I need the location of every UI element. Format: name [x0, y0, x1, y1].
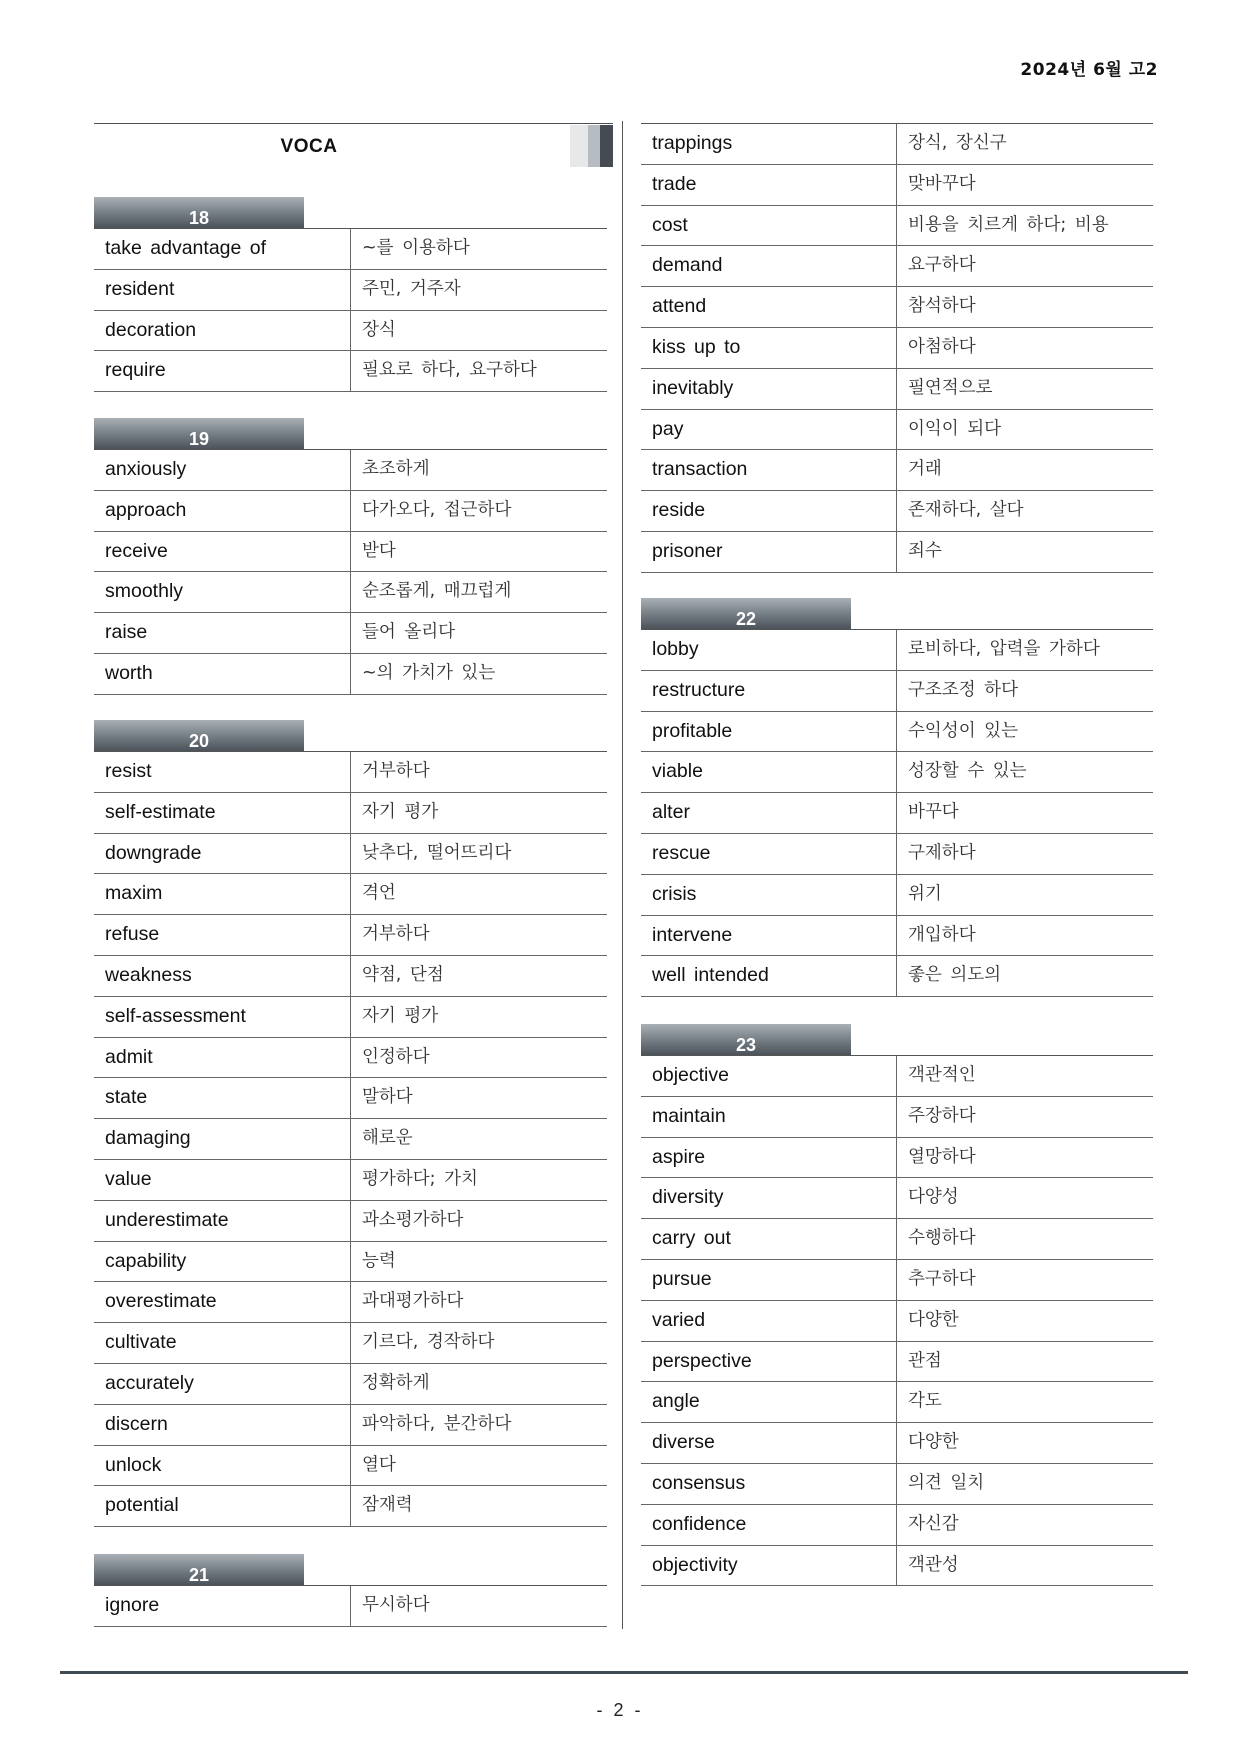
english-word: require: [94, 351, 351, 391]
korean-meaning: 추구하다: [908, 1268, 976, 1289]
korean-meaning: 비용을 치르게 하다; 비용: [908, 214, 1109, 235]
english-word: capability: [94, 1242, 351, 1282]
column-divider: [622, 121, 623, 1629]
english-word: smoothly: [94, 572, 351, 612]
vocab-table: [641, 1055, 1153, 1586]
english-word: cultivate: [94, 1323, 351, 1363]
table-row: [641, 1464, 1153, 1505]
table-row: [641, 165, 1153, 206]
korean-meaning: 필연적으로: [908, 377, 993, 398]
title-decoration-dark: [600, 125, 613, 167]
korean-meaning: 열다: [362, 1454, 396, 1475]
korean-meaning: 순조롭게, 매끄럽게: [362, 581, 512, 602]
table-row: [641, 1138, 1153, 1179]
table-row: [641, 328, 1153, 369]
table-row: [641, 287, 1153, 328]
korean-meaning: 수익성이 있는: [908, 720, 1018, 741]
english-word: maintain: [641, 1097, 897, 1137]
table-row: [94, 1323, 607, 1364]
table-row: [94, 572, 607, 613]
korean-meaning: 다양한: [908, 1309, 959, 1330]
korean-meaning: 거부하다: [362, 924, 430, 945]
english-word: underestimate: [94, 1201, 351, 1241]
english-word: diversity: [641, 1178, 897, 1218]
table-row: [94, 834, 607, 875]
table-row: [641, 491, 1153, 532]
table-row: [641, 1382, 1153, 1423]
english-word: anxiously: [94, 450, 351, 490]
table-row: [94, 1038, 607, 1079]
korean-meaning: 위기: [908, 883, 942, 904]
table-row: [641, 450, 1153, 491]
table-row: [94, 793, 607, 834]
english-word: profitable: [641, 712, 897, 752]
english-word: discern: [94, 1405, 351, 1445]
english-word: cost: [641, 206, 897, 246]
english-word: rescue: [641, 834, 897, 874]
korean-meaning: 수행하다: [908, 1228, 976, 1249]
question-number-badge: 22: [641, 598, 851, 629]
table-row: [641, 532, 1153, 573]
korean-meaning: 각도: [908, 1391, 942, 1412]
table-row: [641, 206, 1153, 247]
korean-meaning: 개입하다: [908, 924, 976, 945]
korean-meaning: 들어 올리다: [362, 622, 456, 643]
korean-meaning: 다양한: [908, 1432, 959, 1453]
korean-meaning: 죄수: [908, 540, 942, 561]
table-row: [641, 1056, 1153, 1097]
vocab-table: [94, 1585, 607, 1627]
section-18: [94, 197, 607, 392]
table-row: [94, 1201, 607, 1242]
table-row: [641, 1178, 1153, 1219]
korean-meaning: 평가하다; 가치: [362, 1168, 478, 1189]
table-row: [94, 1486, 607, 1527]
table-row: [641, 246, 1153, 287]
section-23: [641, 1024, 1153, 1586]
korean-meaning: 무시하다: [362, 1595, 430, 1615]
english-word: angle: [641, 1382, 897, 1422]
korean-meaning: 객관적인: [908, 1065, 976, 1085]
english-word: perspective: [641, 1342, 897, 1382]
table-row: [641, 410, 1153, 451]
vocab-table: [94, 449, 607, 695]
english-word: potential: [94, 1486, 351, 1526]
english-word: alter: [641, 793, 897, 833]
english-word: decoration: [94, 311, 351, 351]
korean-meaning: 바꾸다: [908, 802, 959, 823]
english-word: downgrade: [94, 834, 351, 874]
korean-meaning: 요구하다: [908, 255, 976, 276]
table-row: [94, 311, 607, 352]
table-row: [641, 875, 1153, 916]
table-row: [94, 997, 607, 1038]
table-row: [641, 752, 1153, 793]
english-word: inevitably: [641, 369, 897, 409]
question-number-badge: 21: [94, 1554, 304, 1585]
english-word: overestimate: [94, 1282, 351, 1322]
table-row: [641, 834, 1153, 875]
english-word: damaging: [94, 1119, 351, 1159]
korean-meaning: 과대평가하다: [362, 1291, 464, 1312]
korean-meaning: 기르다, 경작하다: [362, 1332, 495, 1353]
korean-meaning: 파악하다, 분간하다: [362, 1413, 512, 1434]
korean-meaning: 받다: [362, 540, 396, 561]
english-word: demand: [641, 246, 897, 286]
section-19: [94, 418, 607, 695]
korean-meaning: 주장하다: [908, 1105, 976, 1126]
vocab-table: [641, 123, 1153, 573]
english-word: carry out: [641, 1219, 897, 1259]
korean-meaning: 자기 평가: [362, 801, 439, 822]
table-row: [94, 1364, 607, 1405]
english-word: transaction: [641, 450, 897, 490]
korean-meaning: 맞바꾸다: [908, 173, 976, 194]
table-row: [641, 1097, 1153, 1138]
english-word: weakness: [94, 956, 351, 996]
english-word: crisis: [641, 875, 897, 915]
english-word: state: [94, 1078, 351, 1118]
korean-meaning: 인정하다: [362, 1046, 430, 1067]
korean-meaning: 다양성: [908, 1187, 959, 1208]
korean-meaning: 로비하다, 압력을 가하다: [908, 639, 1100, 659]
korean-meaning: 다가오다, 접근하다: [362, 499, 512, 520]
english-word: self-estimate: [94, 793, 351, 833]
table-row: [641, 916, 1153, 957]
korean-meaning: 약점, 단점: [362, 964, 444, 985]
english-word: intervene: [641, 916, 897, 956]
english-word: trappings: [641, 124, 897, 164]
vocab-table: [94, 751, 607, 1527]
english-word: attend: [641, 287, 897, 327]
table-row: [94, 351, 607, 392]
english-word: kiss up to: [641, 328, 897, 368]
english-word: self-assessment: [94, 997, 351, 1037]
korean-meaning: 잠재력: [362, 1495, 413, 1516]
english-word: maxim: [94, 874, 351, 914]
english-word: trade: [641, 165, 897, 205]
vocab-table: [94, 228, 607, 392]
table-row: [94, 532, 607, 573]
korean-meaning: 주민, 거주자: [362, 278, 461, 299]
english-word: receive: [94, 532, 351, 572]
table-row: [641, 671, 1153, 712]
english-word: refuse: [94, 915, 351, 955]
english-word: ignore: [94, 1586, 351, 1626]
section-20: [94, 720, 607, 1527]
korean-meaning: 장식, 장신구: [908, 133, 1007, 153]
english-word: viable: [641, 752, 897, 792]
korean-meaning: 거부하다: [362, 761, 430, 781]
table-row: [94, 1405, 607, 1446]
korean-meaning: 성장할 수 있는: [908, 761, 1027, 782]
english-word: value: [94, 1160, 351, 1200]
korean-meaning: ~의 가치가 있는: [362, 662, 496, 683]
table-row: [94, 270, 607, 311]
english-word: restructure: [641, 671, 897, 711]
korean-meaning: 의견 일치: [908, 1472, 985, 1493]
english-word: approach: [94, 491, 351, 531]
korean-meaning: ~를 이용하다: [362, 238, 470, 258]
korean-meaning: 좋은 의도의: [908, 965, 1002, 986]
table-row: [94, 654, 607, 695]
korean-meaning: 구조조정 하다: [908, 679, 1018, 700]
table-row: [641, 712, 1153, 753]
question-number-badge: 19: [94, 418, 304, 449]
korean-meaning: 이익이 되다: [908, 418, 1002, 439]
english-word: worth: [94, 654, 351, 694]
english-word: well intended: [641, 956, 897, 996]
korean-meaning: 필요로 하다, 요구하다: [362, 360, 537, 381]
english-word: lobby: [641, 630, 897, 670]
english-word: diverse: [641, 1423, 897, 1463]
question-number-badge: 18: [94, 197, 304, 228]
korean-meaning: 장식: [362, 319, 396, 340]
page-title: VOCA: [280, 136, 338, 157]
table-row: [94, 491, 607, 532]
voca-title-box: [94, 123, 613, 167]
korean-meaning: 말하다: [362, 1087, 413, 1108]
table-row: [94, 874, 607, 915]
page-number: - 2 -: [596, 1700, 644, 1720]
table-row: [641, 630, 1153, 671]
english-word: varied: [641, 1301, 897, 1341]
english-word: raise: [94, 613, 351, 653]
vocab-table: [641, 629, 1153, 997]
section-21: [94, 1554, 607, 1627]
english-word: accurately: [94, 1364, 351, 1404]
english-word: objective: [641, 1056, 897, 1096]
korean-meaning: 객관성: [908, 1554, 959, 1575]
title-decoration-light: [570, 125, 588, 167]
table-row: [94, 1119, 607, 1160]
korean-meaning: 관점: [908, 1350, 942, 1371]
table-row: [94, 1078, 607, 1119]
english-word: reside: [641, 491, 897, 531]
korean-meaning: 참석하다: [908, 296, 976, 317]
section-21-continued: [641, 123, 1153, 573]
table-row: [641, 124, 1153, 165]
table-row: [94, 1446, 607, 1487]
english-word: resist: [94, 752, 351, 792]
english-word: resident: [94, 270, 351, 310]
table-row: [641, 793, 1153, 834]
footer-rule: [60, 1671, 1188, 1674]
question-number-badge: 20: [94, 720, 304, 751]
table-row: [94, 1586, 607, 1627]
table-row: [94, 915, 607, 956]
table-row: [641, 1301, 1153, 1342]
table-row: [641, 1505, 1153, 1546]
korean-meaning: 열망하다: [908, 1146, 976, 1167]
table-row: [641, 1423, 1153, 1464]
english-word: prisoner: [641, 532, 897, 572]
table-row: [641, 1546, 1153, 1587]
table-row: [641, 1260, 1153, 1301]
korean-meaning: 존재하다, 살다: [908, 500, 1024, 521]
korean-meaning: 아첨하다: [908, 336, 976, 357]
table-row: [641, 1219, 1153, 1260]
korean-meaning: 자신감: [908, 1513, 959, 1534]
english-word: consensus: [641, 1464, 897, 1504]
korean-meaning: 과소평가하다: [362, 1209, 464, 1230]
korean-meaning: 거래: [908, 459, 942, 480]
english-word: take advantage of: [94, 229, 351, 269]
korean-meaning: 구제하다: [908, 842, 976, 863]
korean-meaning: 해로운: [362, 1128, 413, 1149]
korean-meaning: 자기 평가: [362, 1005, 439, 1026]
english-word: confidence: [641, 1505, 897, 1545]
english-word: objectivity: [641, 1546, 897, 1586]
question-number-badge: 23: [641, 1024, 851, 1055]
table-row: [94, 956, 607, 997]
english-word: aspire: [641, 1138, 897, 1178]
table-row: [94, 1160, 607, 1201]
english-word: pursue: [641, 1260, 897, 1300]
table-row: [94, 752, 607, 793]
table-row: [94, 1242, 607, 1283]
exam-label: 2024년 6월 고2: [1020, 60, 1158, 80]
table-row: [94, 450, 607, 491]
table-row: [641, 1342, 1153, 1383]
section-22: [641, 598, 1153, 997]
korean-meaning: 정확하게: [362, 1372, 430, 1393]
english-word: pay: [641, 410, 897, 450]
english-word: admit: [94, 1038, 351, 1078]
english-word: unlock: [94, 1446, 351, 1486]
table-row: [94, 1282, 607, 1323]
table-row: [94, 613, 607, 654]
korean-meaning: 능력: [362, 1250, 396, 1271]
table-row: [641, 369, 1153, 410]
korean-meaning: 격언: [362, 883, 396, 904]
table-row: [641, 956, 1153, 997]
korean-meaning: 낮추다, 떨어뜨리다: [362, 842, 512, 863]
korean-meaning: 초조하게: [362, 459, 430, 479]
table-row: [94, 229, 607, 270]
title-decoration-mid: [588, 125, 600, 167]
